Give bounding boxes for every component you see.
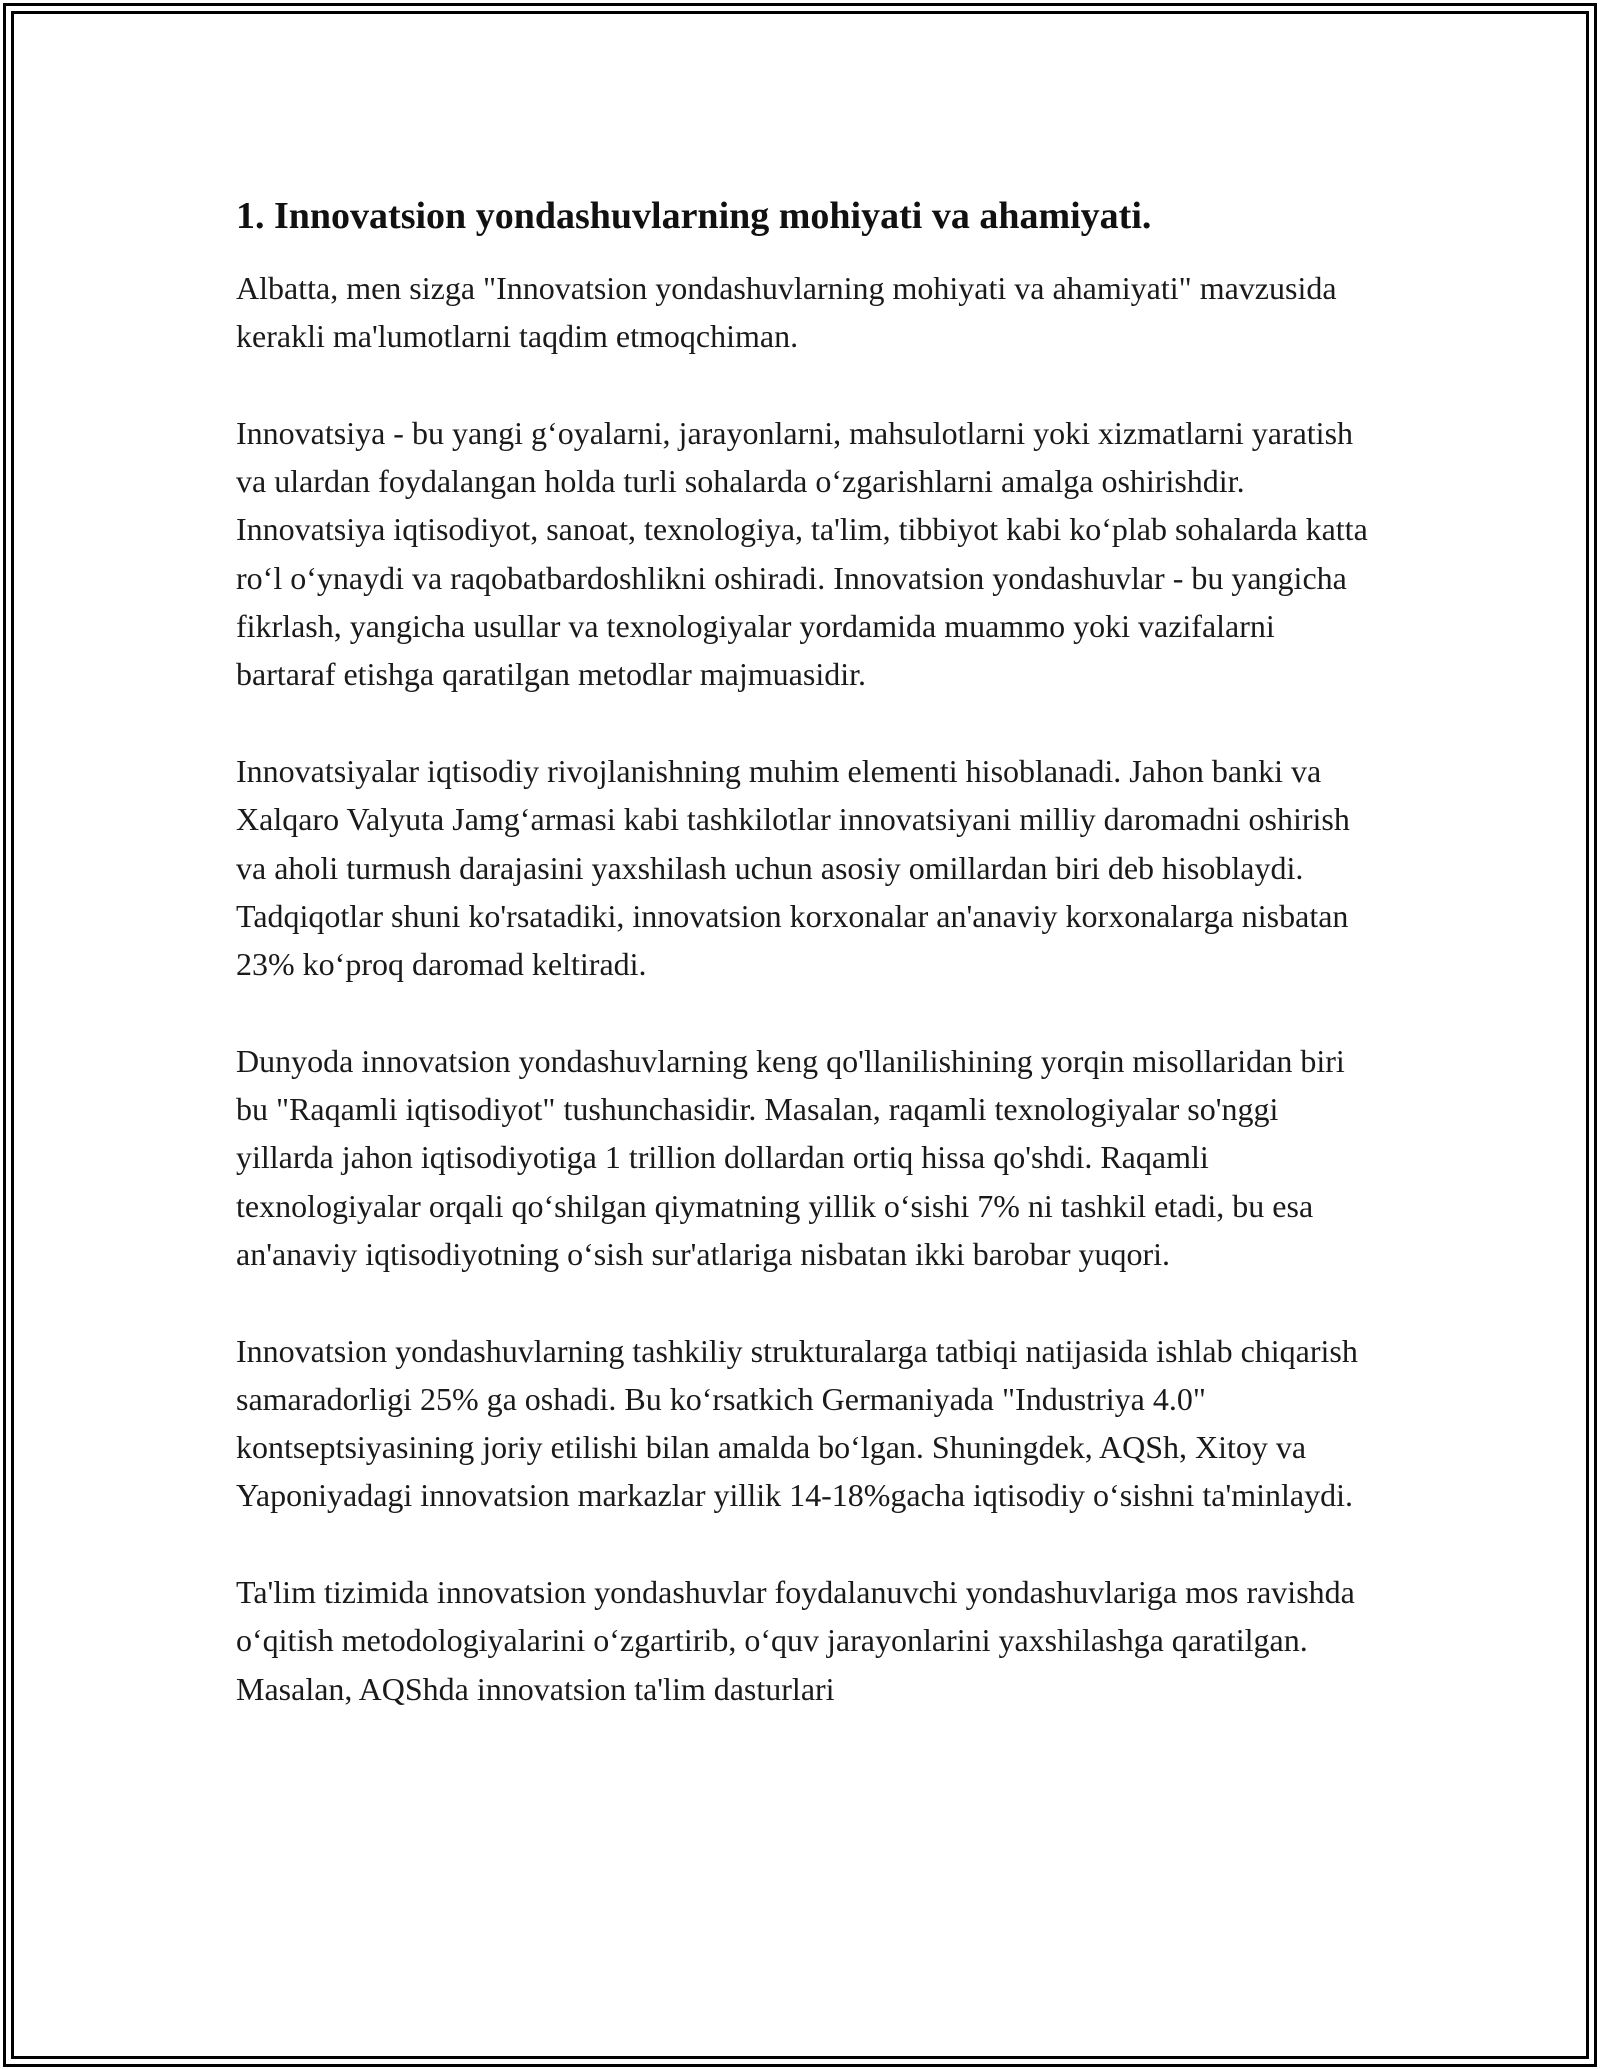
- paragraph-intro: Albatta, men sizga "Innovatsion yondashuvlarning mohiyati va ahamiyati" mavzusida kerakli ma'lumotlarni taqdim etmoqchiman.: [236, 270, 1337, 355]
- paragraph-innovation-definition: Innovatsiya - bu yangi g‘oyalarni, jarayonlarni, mahsulotlarni yoki xizmatlarni yaratish va ulardan foydalangan holda turli sohalarda o‘zgarishlarni amalga oshirishdir. Innovatsiya iqtisodiyot, sanoat, texnologiya, ta'lim, tibbiyot kabi ko‘plab sohalarda katta ro‘l o‘ynaydi va raqobatbardoshlikni oshiradi. Innovatsion yondashuvlar - bu yangicha fikrlash, yangicha usullar va texnologiyalar yordamida muammo yoki vazifalarni bartaraf etishga qaratilgan metodlar majmuasidir.: [236, 414, 1368, 693]
- paragraph-organizational-structures: Innovatsion yondashuvlarning tashkiliy strukturalarga tatbiqi natijasida ishlab chiqarish samaradorligi 25% ga oshadi. Bu ko‘rsatkich Germaniyada "Industriya 4.0" kontseptsiyasining joriy etilishi bilan amalda bo‘lgan. Shuningdek, AQSh, Xitoy va Yaponiyadagi innovatsion markazlar yillik 14-18%gacha iqtisodiy o‘sishni ta'minlaydi.: [236, 1332, 1358, 1514]
- paragraph-economic-development: Innovatsiyalar iqtisodiy rivojlanishning muhim elementi hisoblanadi. Jahon banki va Xalqaro Valyuta Jamg‘armasi kabi tashkilotlar innovatsiyani milliy daromadni oshirish va aholi turmush darajasini yaxshilash uchun asosiy omillardan biri deb hisoblaydi. Tadqiqotlar shuni ko'rsatadiki, innovatsion korxonalar an'anaviy korxonalarga nisbatan 23% ko‘proq daromad keltiradi.: [236, 752, 1350, 983]
- paragraph-education-system: Ta'lim tizimida innovatsion yondashuvlar foydalanuvchi yondashuvlariga mos ravishda o‘qitish metodologiyalarini o‘zgartirib, o‘quv jarayonlarini yaxshilashga qaratilgan. Masalan, AQShda innovatsion ta'lim dasturlari: [236, 1574, 1355, 1707]
- document-body: [236, 188, 1376, 1761]
- section-heading: 1. Innovatsion yondashuvlarning mohiyati va ahamiyati.: [236, 195, 1152, 237]
- paragraph-digital-economy: Dunyoda innovatsion yondashuvlarning keng qo'llanilishining yorqin misollaridan biri bu "Raqamli iqtisodiyot" tushunchasidir. Masalan, raqamli texnologiyalar so'nggi yillarda jahon iqtisodiyotiga 1 trillion dollardan ortiq hissa qo'shdi. Raqamli texnologiyalar orqali qo‘shilgan qiymatning yillik o‘sishi 7% ni tashkil etadi, bu esa an'anaviy iqtisodiyotning o‘sish sur'atlariga nisbatan ikki barobar yuqori.: [236, 1042, 1345, 1272]
